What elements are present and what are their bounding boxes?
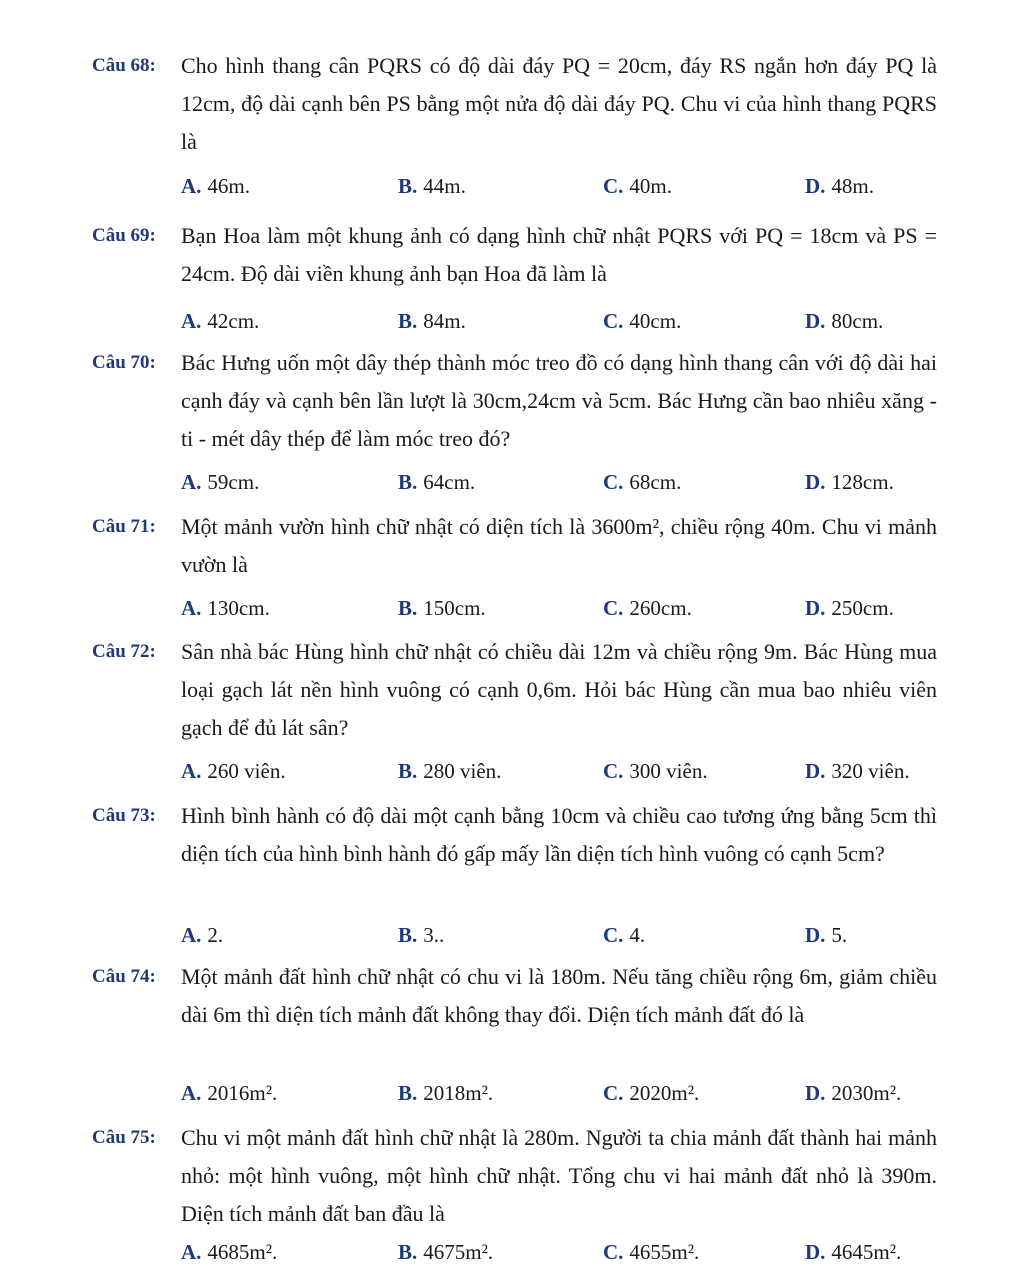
option-b[interactable]: B. 84m. <box>398 309 466 333</box>
question-number: Câu 68: <box>92 55 156 76</box>
question-text: Hình bình hành có độ dài một cạnh bằng 10cm và chiều cao tương ứng bằng 5cm thì diện tích của hình bình hành đó gấp mấy lần diện tích hình vuông có cạnh 5cm? <box>181 803 937 866</box>
question-number: Câu 74: <box>92 966 156 987</box>
option-d[interactable]: D. 2030m². <box>805 1081 902 1105</box>
option-b[interactable]: B. 44m. <box>398 174 466 198</box>
question-text: Chu vi một mảnh đất hình chữ nhật là 280m. Người ta chia mảnh đất thành hai mảnh nhỏ: một hình vuông, một hình chữ nhật. Tổng chu vi hai mảnh đất nhỏ là 390m. Diện tích mảnh đất ban đầu là <box>181 1125 937 1226</box>
question-number: Câu 71: <box>92 516 156 537</box>
option-c[interactable]: C. 4. <box>603 923 646 947</box>
option-b[interactable]: B. 150cm. <box>398 596 486 620</box>
question-number: Câu 73: <box>92 805 156 826</box>
question-number: Câu 72: <box>92 641 156 662</box>
question-number: Câu 69: <box>92 225 156 246</box>
option-a[interactable]: A. 2016m². <box>181 1081 278 1105</box>
option-b[interactable]: B. 280 viên. <box>398 759 502 783</box>
option-c[interactable]: C. 2020m². <box>603 1081 700 1105</box>
option-d[interactable]: D. 5. <box>805 923 848 947</box>
question-text: Một mảnh vườn hình chữ nhật có diện tích là 3600m², chiều rộng 40m. Chu vi mảnh vườn là <box>181 514 937 577</box>
option-d[interactable]: D. 4645m². <box>805 1240 902 1264</box>
option-a[interactable]: A. 260 viên. <box>181 759 286 783</box>
option-c[interactable]: C. 4655m². <box>603 1240 700 1264</box>
option-c[interactable]: C. 68cm. <box>603 470 682 494</box>
option-d[interactable]: D. 80cm. <box>805 309 884 333</box>
option-a[interactable]: A. 42cm. <box>181 309 260 333</box>
option-b[interactable]: B. 4675m². <box>398 1240 494 1264</box>
option-d[interactable]: D. 320 viên. <box>805 759 910 783</box>
question-number: Câu 70: <box>92 352 156 373</box>
option-a[interactable]: A. 4685m². <box>181 1240 278 1264</box>
option-d[interactable]: D. 128cm. <box>805 470 894 494</box>
question-text: Bác Hưng uốn một dây thép thành móc treo đồ có dạng hình thang cân với độ dài hai cạnh đáy và cạnh bên lần lượt là 30cm,24cm và 5cm. Bác Hưng cần bao nhiêu xăng - ti - mét dây thép để làm móc treo đó? <box>181 350 937 451</box>
answer-options <box>0 304 1024 338</box>
answer-options <box>0 465 1024 499</box>
option-a[interactable]: A. 59cm. <box>181 470 260 494</box>
option-c[interactable]: C. 40m. <box>603 174 673 198</box>
option-a[interactable]: A. 46m. <box>181 174 251 198</box>
option-d[interactable]: D. 48m. <box>805 174 875 198</box>
question-text: Cho hình thang cân PQRS có độ dài đáy PQ = 20cm, đáy RS ngắn hơn đáy PQ là 12cm, độ dài cạnh bên PS bằng một nửa độ dài đáy PQ. Chu vi của hình thang PQRS là <box>181 53 937 154</box>
option-c[interactable]: C. 40cm. <box>603 309 682 333</box>
question-text: Sân nhà bác Hùng hình chữ nhật có chiều dài 12m và chiều rộng 9m. Bác Hùng mua loại gạch lát nền hình vuông có cạnh 0,6m. Hỏi bác Hùng cần mua bao nhiêu viên gạch để đủ lát sân? <box>181 639 937 740</box>
answer-options <box>0 1076 1024 1110</box>
answer-options <box>0 918 1024 952</box>
option-c[interactable]: C. 300 viên. <box>603 759 708 783</box>
answer-options <box>0 169 1024 203</box>
answer-options <box>0 1235 1024 1269</box>
question-text: Bạn Hoa làm một khung ảnh có dạng hình chữ nhật PQRS với PQ = 18cm và PS = 24cm. Độ dài viền khung ảnh bạn Hoa đã làm là <box>181 223 937 286</box>
option-d[interactable]: D. 250cm. <box>805 596 894 620</box>
question-text: Một mảnh đất hình chữ nhật có chu vi là 180m. Nếu tăng chiều rộng 6m, giảm chiều dài 6m thì diện tích mảnh đất không thay đổi. Diện tích mảnh đất đó là <box>181 964 937 1027</box>
option-b[interactable]: B. 64cm. <box>398 470 476 494</box>
answer-options <box>0 754 1024 788</box>
option-b[interactable]: B. 2018m². <box>398 1081 494 1105</box>
question-number: Câu 75: <box>92 1127 156 1148</box>
option-a[interactable]: A. 130cm. <box>181 596 270 620</box>
option-c[interactable]: C. 260cm. <box>603 596 692 620</box>
answer-options <box>0 591 1024 625</box>
option-a[interactable]: A. 2. <box>181 923 224 947</box>
option-b[interactable]: B. 3.. <box>398 923 445 947</box>
